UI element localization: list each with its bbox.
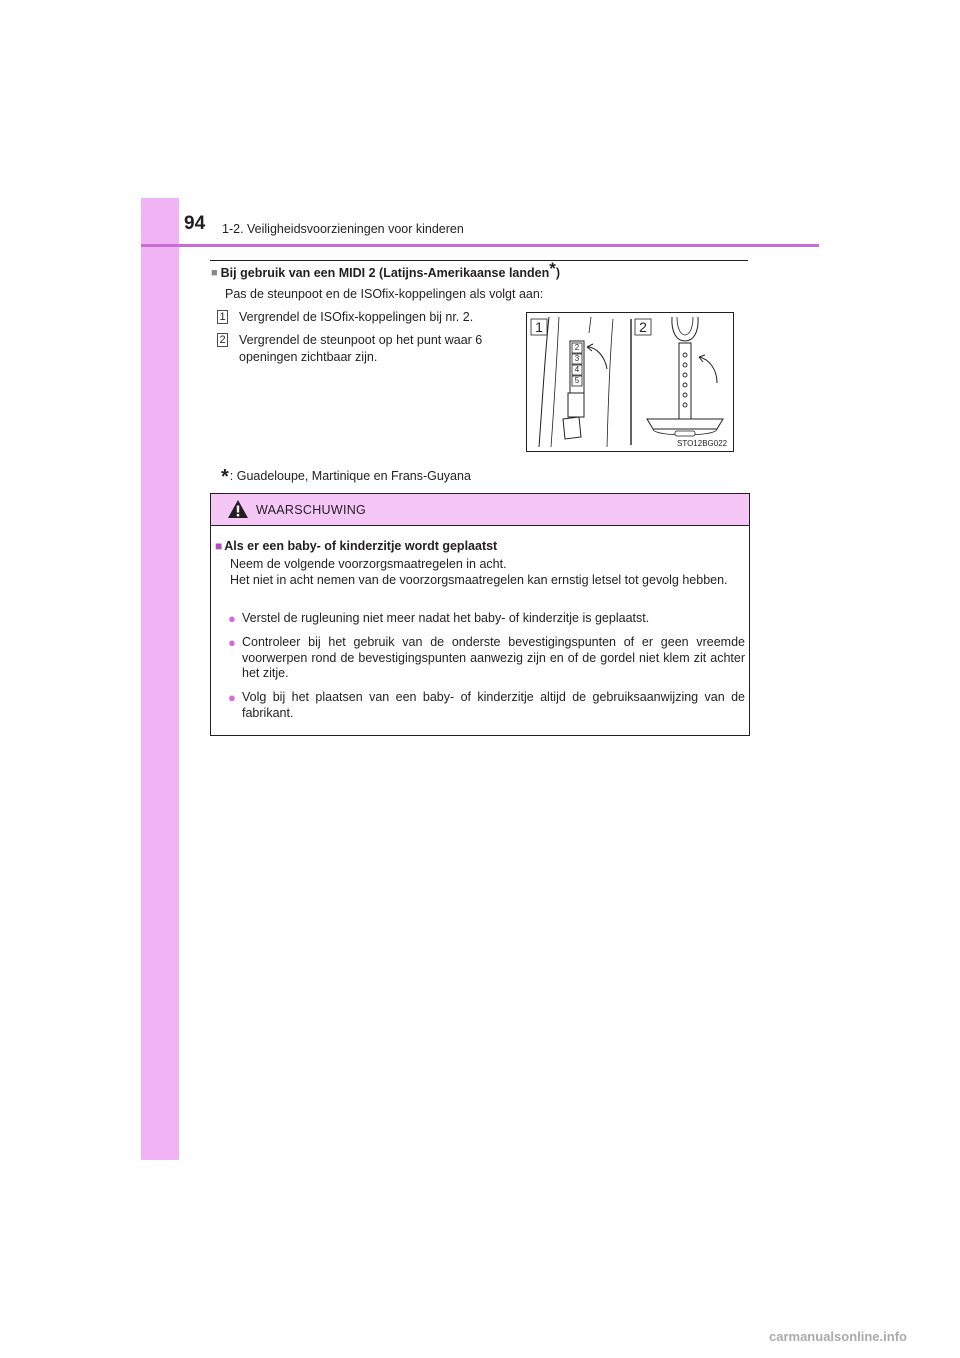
bullet-dot-icon: ● xyxy=(228,611,236,626)
scale-number: 5 xyxy=(574,376,580,385)
warning-title: WAARSCHUWING xyxy=(256,503,367,517)
warning-box xyxy=(210,493,750,736)
scale-number: 3 xyxy=(574,354,580,363)
footnote-text: : Guadeloupe, Martinique en Frans-Guyana xyxy=(229,469,471,483)
square-bullet-icon: ■ xyxy=(211,267,218,279)
chapter-title: 1-2. Veiligheidsvoorzieningen voor kinderen xyxy=(222,222,464,236)
figure-callout-1: 1 xyxy=(535,319,543,335)
footnote-star: * xyxy=(221,466,229,488)
warning-subheading-text: Als er een baby- of kinderzitje wordt geplaatst xyxy=(224,539,498,553)
section-intro: Pas de steunpoot en de ISOfix-koppelingen als volgt aan: xyxy=(225,287,544,301)
page-number: 94 xyxy=(184,213,206,234)
step-text-2: Vergrendel de steunpoot op het punt waar 6 openingen zichtbaar zijn. xyxy=(239,333,483,364)
site-watermark: carmanualsonline.info xyxy=(769,1329,907,1344)
header-rule xyxy=(141,244,819,247)
step-number-2: 2 xyxy=(219,334,226,346)
bullet-dot-icon: ● xyxy=(228,635,236,650)
figure-callout-2: 2 xyxy=(639,319,647,335)
warning-header xyxy=(211,494,749,526)
heading-close: ) xyxy=(555,266,561,280)
footnote xyxy=(221,463,471,486)
step-number-1: 1 xyxy=(219,311,226,323)
scale-number: 2 xyxy=(574,343,580,352)
heading-footnote-star: * xyxy=(549,258,556,278)
isofix-and-support-leg-illustration xyxy=(527,313,733,451)
step-text-1: Vergrendel de ISOfix-koppelingen bij nr. 2. xyxy=(239,310,474,324)
warning-paragraph-1: Neem de volgende voorzorgsmaatregelen in acht. xyxy=(230,557,507,571)
square-bullet-icon: ■ xyxy=(215,539,223,553)
adjustment-figure xyxy=(526,312,734,452)
warning-triangle-icon xyxy=(227,499,249,519)
warning-bullet-text: Volg bij het plaatsen van een baby- of kinderzitje altijd de gebruiksaanwijzing van de fabrikant. xyxy=(242,690,745,720)
figure-code: STO12BG022 xyxy=(677,439,728,448)
bullet-dot-icon: ● xyxy=(228,690,236,705)
scale-number: 4 xyxy=(574,365,580,374)
warning-paragraph-2: Het niet in acht nemen van de voorzorgsmaatregelen kan ernstig letsel tot gevolg hebben. xyxy=(230,573,728,587)
section-rule xyxy=(210,260,748,261)
warning-subheading xyxy=(215,539,497,555)
chapter-sidebar-tab xyxy=(141,198,179,1160)
warning-bullet-text: Verstel de rugleuning niet meer nadat het baby- of kinderzitje is geplaatst. xyxy=(242,611,650,625)
section-heading-text: Bij gebruik van een MIDI 2 (Latijns-Amerikaanse landen xyxy=(220,266,550,280)
section-heading xyxy=(211,258,561,280)
warning-bullet-text: Controleer bij het gebruik van de onderste bevestigingspunten of er geen vreemde voorwerpen rond de bevestigingspunten aanwezig zijn en of de gordel niet klem zit achter het zitje. xyxy=(242,635,745,680)
